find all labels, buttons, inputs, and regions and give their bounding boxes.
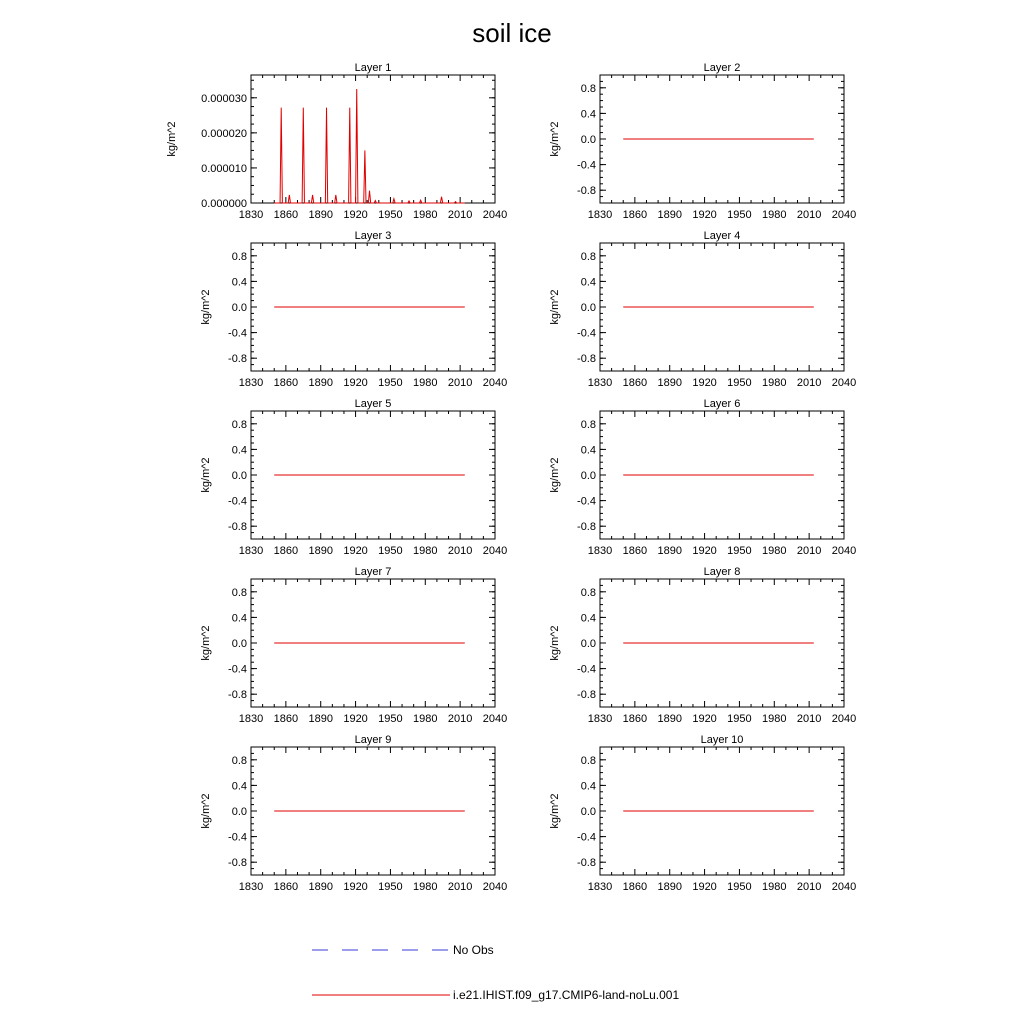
x-tick-label: 1860 bbox=[622, 545, 648, 557]
y-tick-label: -0.8 bbox=[228, 857, 247, 870]
x-tick-label: 1860 bbox=[622, 209, 648, 221]
series-line bbox=[274, 89, 465, 203]
panel-title: Layer 2 bbox=[703, 62, 741, 74]
y-tick-label: -0.4 bbox=[577, 495, 596, 508]
y-tick-label: -0.4 bbox=[228, 495, 247, 508]
y-tick-label: -0.8 bbox=[228, 353, 247, 366]
y-tick-label: 0.4 bbox=[580, 444, 596, 457]
y-tick-label: 0.8 bbox=[580, 82, 596, 95]
x-tick-label: 1980 bbox=[413, 209, 438, 221]
y-tick-label: -0.8 bbox=[577, 857, 596, 870]
y-axis-label: kg/m^2 bbox=[549, 121, 561, 157]
y-tick-label: -0.4 bbox=[577, 663, 596, 676]
y-axis-label: kg/m^2 bbox=[166, 121, 178, 157]
x-tick-label: 1860 bbox=[622, 713, 648, 725]
x-tick-label: 1980 bbox=[413, 881, 438, 893]
x-tick-label: 1980 bbox=[762, 881, 787, 893]
y-axis-label: kg/m^2 bbox=[549, 289, 561, 325]
y-tick-label: 0.0 bbox=[231, 806, 247, 818]
panel-layer-2 bbox=[549, 62, 856, 221]
panels-grid bbox=[166, 62, 856, 893]
x-tick-label: 1830 bbox=[587, 881, 613, 893]
x-tick-label: 1830 bbox=[238, 881, 264, 893]
y-axis-label: kg/m^2 bbox=[200, 625, 212, 661]
y-tick-label: 0.8 bbox=[231, 754, 247, 767]
y-tick-label: 0.0 bbox=[580, 470, 596, 482]
x-tick-label: 1920 bbox=[343, 881, 368, 893]
panel-title: Layer 3 bbox=[354, 230, 392, 242]
y-tick-label: 0.8 bbox=[580, 754, 596, 767]
x-tick-label: 1860 bbox=[622, 377, 648, 389]
x-tick-label: 1920 bbox=[692, 713, 717, 725]
x-tick-label: 1920 bbox=[343, 209, 368, 221]
x-tick-label: 1980 bbox=[413, 545, 438, 557]
x-tick-label: 1950 bbox=[727, 881, 752, 893]
x-tick-label: 1860 bbox=[273, 209, 299, 221]
x-tick-label: 2040 bbox=[482, 545, 508, 557]
x-tick-label: 1860 bbox=[273, 545, 299, 557]
x-tick-label: 1890 bbox=[308, 377, 333, 389]
x-tick-label: 1890 bbox=[657, 209, 682, 221]
y-axis-label: kg/m^2 bbox=[549, 457, 561, 493]
panel-title: Layer 8 bbox=[703, 566, 741, 578]
x-tick-label: 1950 bbox=[727, 545, 752, 557]
panel-title: Layer 1 bbox=[354, 62, 392, 74]
y-tick-label: 0.0 bbox=[580, 806, 596, 818]
legend-model-label: i.e21.IHIST.f09_g17.CMIP6-land-noLu.001 bbox=[453, 988, 680, 1002]
x-tick-label: 1980 bbox=[413, 713, 438, 725]
y-tick-label: -0.8 bbox=[577, 521, 596, 534]
y-tick-label: -0.4 bbox=[228, 327, 247, 340]
figure-title: soil ice bbox=[472, 18, 552, 48]
panel-title: Layer 10 bbox=[700, 734, 744, 746]
y-tick-label: 0.0 bbox=[580, 134, 596, 146]
x-tick-label: 1920 bbox=[343, 545, 368, 557]
y-tick-label: 0.4 bbox=[231, 612, 247, 625]
y-tick-label: -0.8 bbox=[577, 185, 596, 198]
legend-no-obs-label: No Obs bbox=[453, 943, 494, 957]
panel-layer-6 bbox=[549, 398, 856, 557]
x-tick-label: 2040 bbox=[831, 881, 857, 893]
x-tick-label: 2010 bbox=[447, 545, 473, 557]
y-tick-label: 0.4 bbox=[580, 780, 596, 793]
x-tick-label: 1920 bbox=[692, 377, 717, 389]
y-tick-label: 0.0 bbox=[231, 302, 247, 314]
x-tick-label: 2010 bbox=[796, 209, 822, 221]
y-tick-label: 0.8 bbox=[231, 250, 247, 263]
x-tick-label: 1920 bbox=[692, 209, 717, 221]
x-tick-label: 1860 bbox=[273, 713, 299, 725]
y-tick-label: 0.000000 bbox=[201, 198, 247, 210]
panel-title: Layer 4 bbox=[703, 230, 741, 242]
panel-layer-4 bbox=[549, 230, 856, 389]
y-tick-label: 0.0 bbox=[231, 470, 247, 482]
panel-layer-7 bbox=[200, 566, 507, 725]
y-tick-label: -0.8 bbox=[577, 689, 596, 702]
x-tick-label: 1890 bbox=[308, 209, 333, 221]
x-tick-label: 1950 bbox=[727, 209, 752, 221]
y-tick-label: 0.0 bbox=[580, 638, 596, 650]
y-tick-label: 0.8 bbox=[580, 250, 596, 263]
x-tick-label: 1980 bbox=[762, 713, 787, 725]
y-tick-label: 0.4 bbox=[231, 444, 247, 457]
plot-frame bbox=[251, 75, 495, 203]
y-tick-label: -0.4 bbox=[577, 327, 596, 340]
y-tick-label: 0.0 bbox=[580, 302, 596, 314]
y-tick-label: 0.8 bbox=[580, 418, 596, 431]
x-tick-label: 2010 bbox=[796, 545, 822, 557]
y-tick-label: -0.4 bbox=[577, 159, 596, 172]
legend bbox=[312, 943, 679, 1002]
x-tick-label: 1950 bbox=[727, 377, 752, 389]
y-tick-label: 0.8 bbox=[231, 586, 247, 599]
y-axis-label: kg/m^2 bbox=[549, 625, 561, 661]
x-tick-label: 2010 bbox=[447, 377, 473, 389]
x-tick-label: 1920 bbox=[692, 881, 717, 893]
y-tick-label: 0.8 bbox=[231, 418, 247, 431]
x-tick-label: 1920 bbox=[692, 545, 717, 557]
y-tick-label: -0.4 bbox=[228, 831, 247, 844]
x-tick-label: 1920 bbox=[343, 713, 368, 725]
y-tick-label: 0.4 bbox=[231, 276, 247, 289]
y-tick-label: 0.8 bbox=[580, 586, 596, 599]
panel-title: Layer 6 bbox=[703, 398, 741, 410]
x-tick-label: 1950 bbox=[727, 713, 752, 725]
y-tick-label: 0.000030 bbox=[201, 92, 247, 105]
y-axis-label: kg/m^2 bbox=[549, 793, 561, 829]
x-tick-label: 1890 bbox=[657, 713, 682, 725]
x-tick-label: 1890 bbox=[657, 377, 682, 389]
panel-title: Layer 5 bbox=[354, 398, 392, 410]
x-tick-label: 2010 bbox=[447, 713, 473, 725]
x-tick-label: 1830 bbox=[587, 377, 613, 389]
x-tick-label: 2010 bbox=[796, 713, 822, 725]
x-tick-label: 1860 bbox=[273, 377, 299, 389]
x-tick-label: 2040 bbox=[831, 713, 857, 725]
x-tick-label: 1950 bbox=[378, 881, 403, 893]
x-tick-label: 2040 bbox=[482, 377, 508, 389]
x-tick-label: 2040 bbox=[831, 545, 857, 557]
panel-layer-9 bbox=[200, 734, 507, 893]
panel-title: Layer 9 bbox=[354, 734, 392, 746]
x-tick-label: 2010 bbox=[447, 209, 473, 221]
x-tick-label: 2040 bbox=[482, 713, 508, 725]
y-tick-label: 0.0 bbox=[231, 638, 247, 650]
y-axis-label: kg/m^2 bbox=[200, 793, 212, 829]
y-tick-label: -0.8 bbox=[577, 353, 596, 366]
x-tick-label: 2040 bbox=[482, 209, 508, 221]
y-tick-label: 0.4 bbox=[580, 276, 596, 289]
x-tick-label: 2040 bbox=[831, 209, 857, 221]
y-axis-label: kg/m^2 bbox=[200, 289, 212, 325]
panel-layer-1 bbox=[166, 62, 507, 221]
y-tick-label: -0.8 bbox=[228, 689, 247, 702]
y-tick-label: -0.8 bbox=[228, 521, 247, 534]
x-tick-label: 1890 bbox=[657, 545, 682, 557]
x-tick-label: 1860 bbox=[273, 881, 299, 893]
x-tick-label: 1980 bbox=[762, 377, 787, 389]
x-tick-label: 2010 bbox=[447, 881, 473, 893]
y-tick-label: 0.000010 bbox=[201, 162, 247, 175]
x-tick-label: 1980 bbox=[762, 209, 787, 221]
x-tick-label: 1980 bbox=[413, 377, 438, 389]
y-tick-label: -0.4 bbox=[228, 663, 247, 676]
panel-title: Layer 7 bbox=[354, 566, 392, 578]
x-tick-label: 2010 bbox=[796, 377, 822, 389]
panel-layer-8 bbox=[549, 566, 856, 725]
x-tick-label: 2040 bbox=[482, 881, 508, 893]
x-tick-label: 1950 bbox=[378, 713, 403, 725]
panel-layer-5 bbox=[200, 398, 507, 557]
x-tick-label: 1890 bbox=[308, 881, 333, 893]
panel-layer-10 bbox=[549, 734, 856, 893]
x-tick-label: 1950 bbox=[378, 209, 403, 221]
x-tick-label: 1920 bbox=[343, 377, 368, 389]
x-tick-label: 1830 bbox=[587, 545, 613, 557]
y-axis-label: kg/m^2 bbox=[200, 457, 212, 493]
x-tick-label: 1830 bbox=[587, 713, 613, 725]
x-tick-label: 1830 bbox=[238, 545, 264, 557]
x-tick-label: 1860 bbox=[622, 881, 648, 893]
y-tick-label: -0.4 bbox=[577, 831, 596, 844]
x-tick-label: 1830 bbox=[238, 209, 264, 221]
x-tick-label: 1890 bbox=[657, 881, 682, 893]
x-tick-label: 1890 bbox=[308, 713, 333, 725]
x-tick-label: 1950 bbox=[378, 377, 403, 389]
x-tick-label: 1830 bbox=[238, 377, 264, 389]
x-tick-label: 1950 bbox=[378, 545, 403, 557]
x-tick-label: 1830 bbox=[238, 713, 264, 725]
y-tick-label: 0.4 bbox=[580, 108, 596, 121]
x-tick-label: 2040 bbox=[831, 377, 857, 389]
x-tick-label: 1830 bbox=[587, 209, 613, 221]
y-tick-label: 0.4 bbox=[231, 780, 247, 793]
panel-layer-3 bbox=[200, 230, 507, 389]
y-tick-label: 0.4 bbox=[580, 612, 596, 625]
x-tick-label: 1890 bbox=[308, 545, 333, 557]
x-tick-label: 1980 bbox=[762, 545, 787, 557]
x-tick-label: 2010 bbox=[796, 881, 822, 893]
y-tick-label: 0.000020 bbox=[201, 127, 247, 140]
